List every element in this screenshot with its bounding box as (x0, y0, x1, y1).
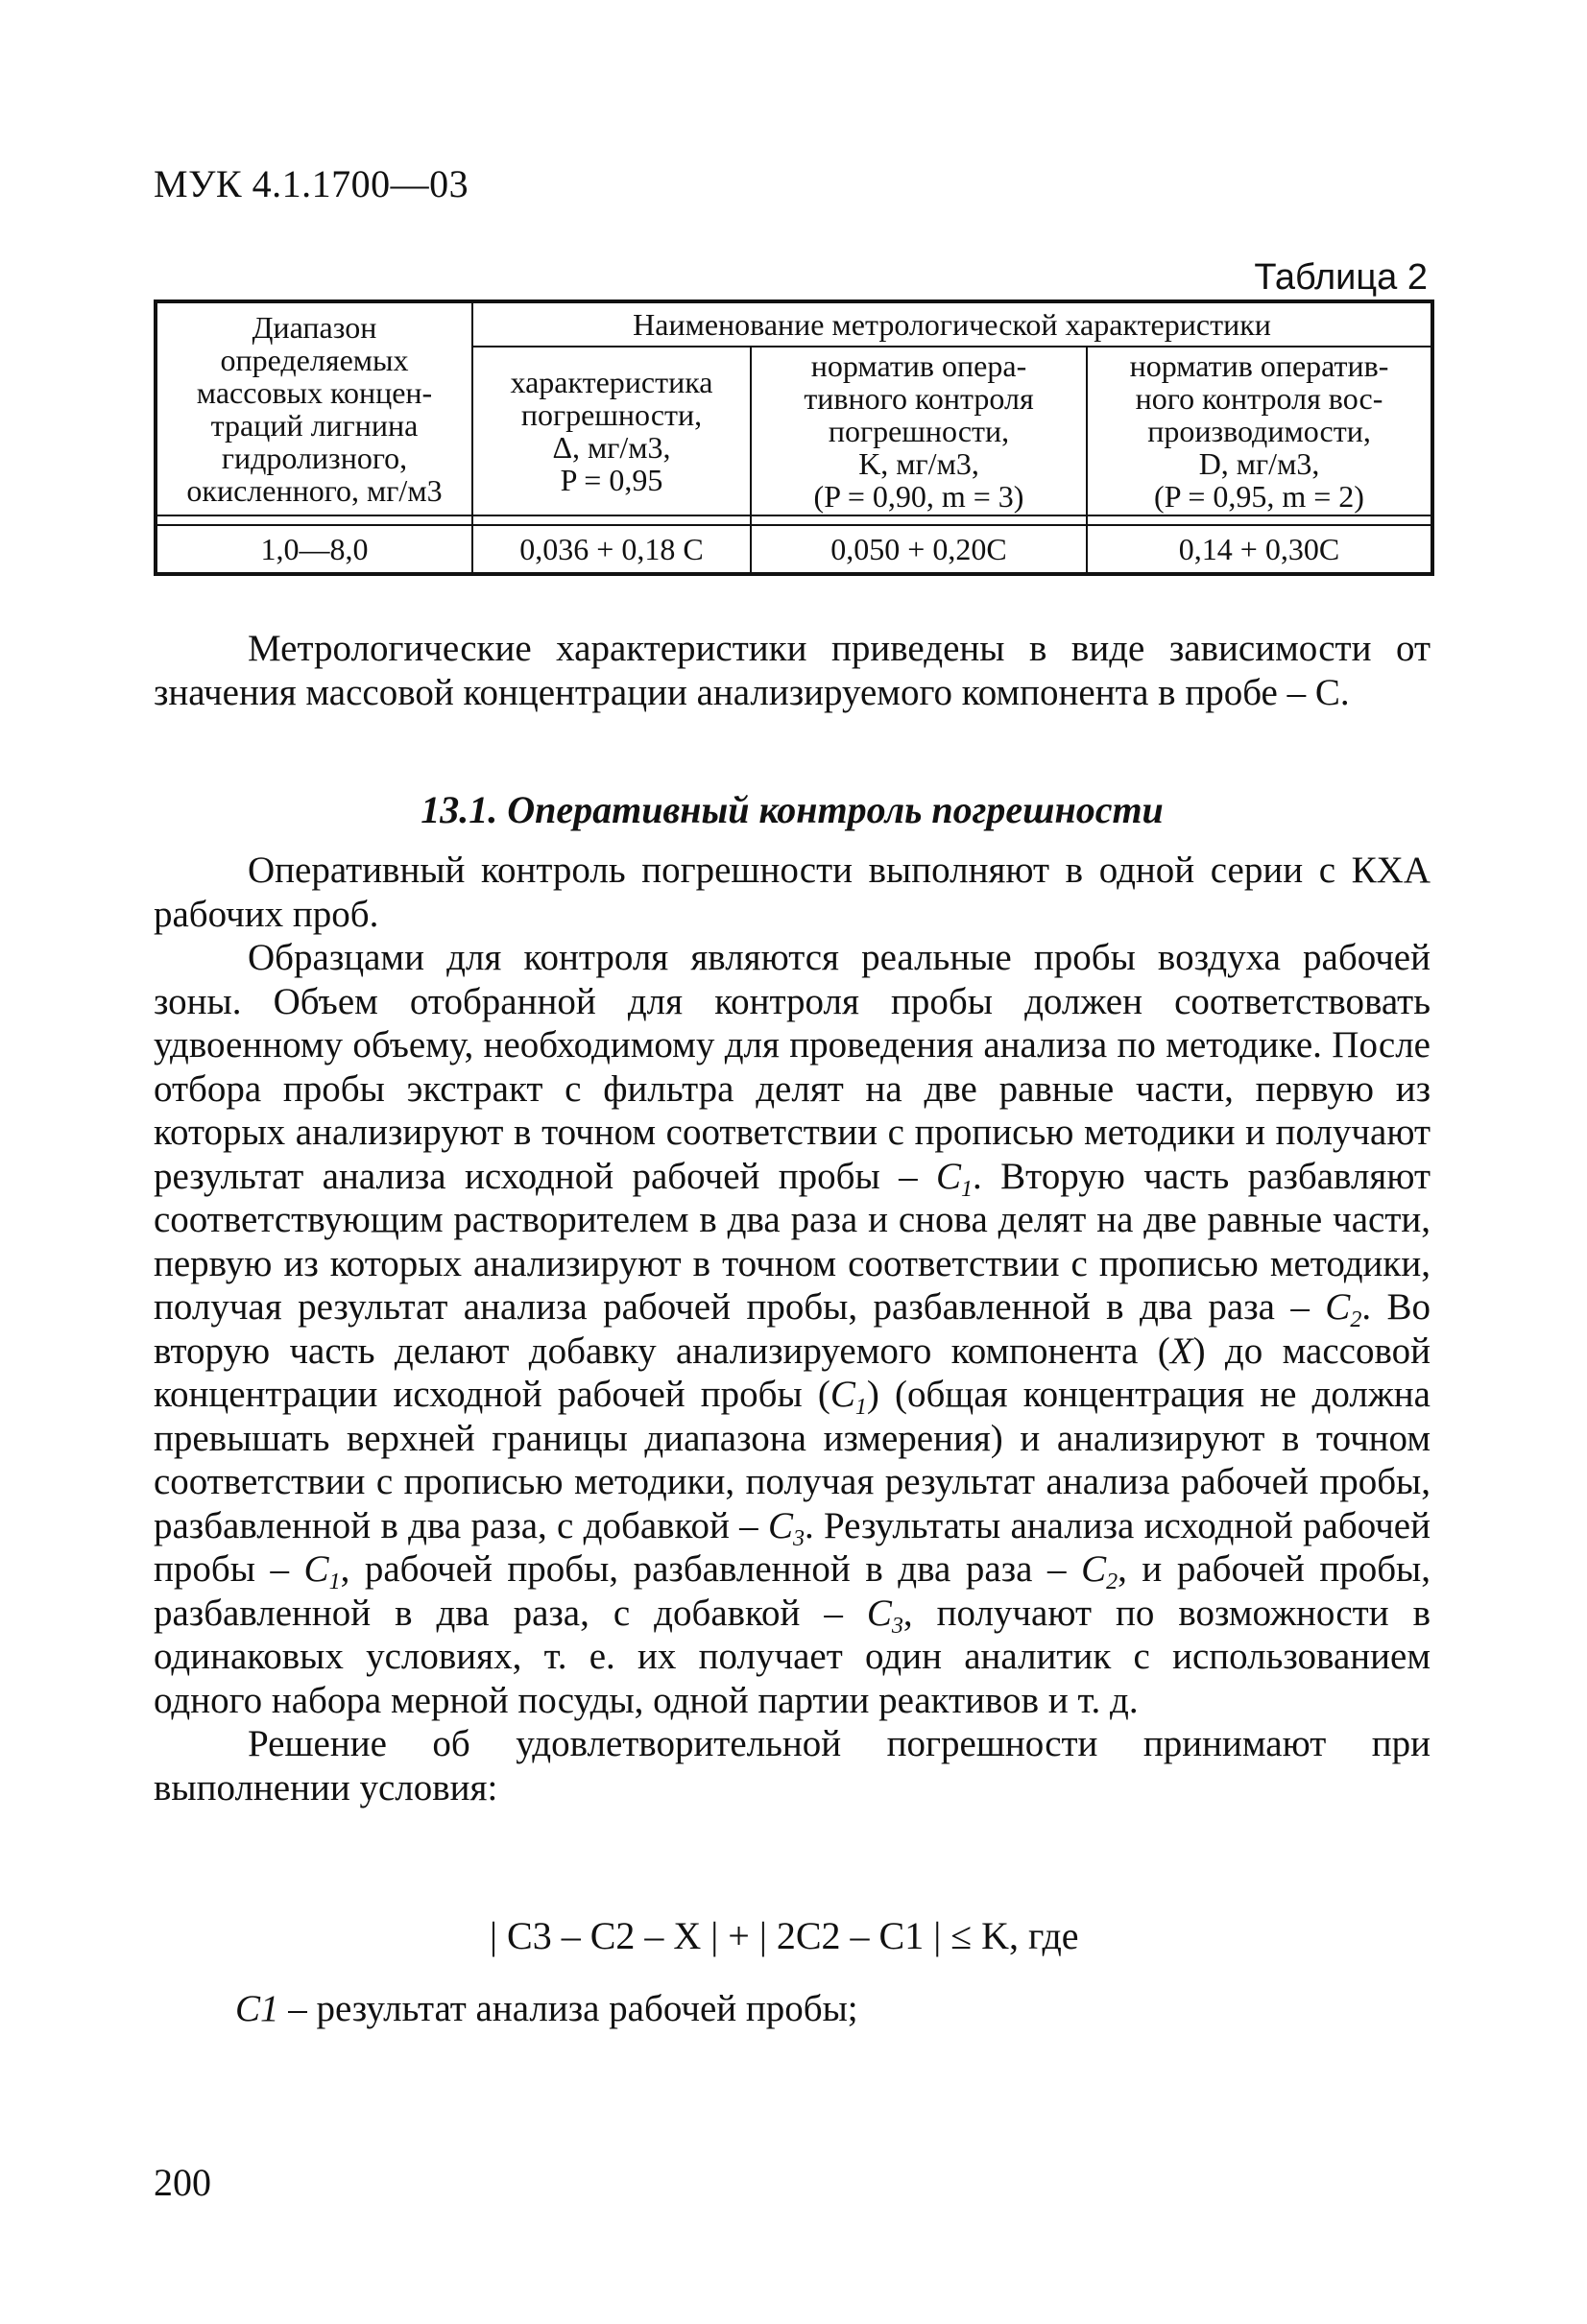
formula-right: | 2C2 – C1 | (758, 1914, 942, 1957)
paragraph-3: Решение об удовлетворительной погрешности принимают при выполнении условия: (154, 1723, 1431, 1809)
k-header-cell: норматив опера- тивного контроля погрешности, K, мг/м3, (P = 0,90, m = 3) (751, 347, 1087, 515)
d-header-cell: норматив оператив- ного контроля вос- производимости, D, мг/м3, (P = 0,95, m = 2) (1087, 347, 1432, 515)
d-cell: 0,14 + 0,30C (1087, 525, 1432, 574)
table-caption: Таблица 2 (1254, 257, 1428, 298)
formula-left: | C3 – C2 – X | (490, 1914, 719, 1957)
delta-header-cell: характеристика погрешности, Δ, мг/м3, P = 0,95 (472, 347, 751, 515)
paragraph-2: Образцами для контроля являются реальные пробы воздуха рабочей зоны. Объем отобранной для контроля пробы должен соответствовать удвоенному объему, необходимому для проведения анализа по методике. После отбора пробы экстракт с фильтра делят на две равные части, первую из которых анализируют в точном соответствии с прописью методики и получают результат анализа исходной рабочей пробы – $C_1$. Вторую часть разбавляют соответствующим растворителем в два раза и снова делят на две равные части, первую из которых анализируют в точном соответствии с прописью методики, получая результат анализа рабочей пробы, разбавленной в два раза – $C_2$. Во вторую часть делают добавку анализируемого компонента (X) до массовой концентрации исходной рабочей пробы $(C_1)$ (общая концентрация не должна превышать верхней границы диапазона измерения) и анализируют в точном соответствии с прописью методики, получая результат анализа рабочей пробы, разбавленной в два раза, с добавкой – $C_3$. Результаты анализа исходной рабочей пробы – $C_1$, рабочей пробы, разбавленной в два раза – $C_2$, и рабочей пробы, разбавленной в два раза, с добавкой – $C_3$, получают по возможности в одинаковых условиях, т. е. их получает один аналитик с использованием одного набора мерной посуды, одной партии реактивов и т. д. (154, 937, 1431, 1721)
paragraph-1: Оперативный контроль погрешности выполняют в одной серии с КХА рабочих проб. (154, 850, 1431, 935)
page-number: 200 (154, 2161, 211, 2204)
document-code: МУК 4.1.1700—03 (154, 162, 469, 205)
body-paragraphs (154, 849, 1431, 1809)
section-title: 13.1. Оперативный контроль погрешности (421, 788, 1164, 831)
formula-relation: ≤ K, где (950, 1914, 1079, 1957)
table-header-row (156, 301, 1432, 347)
metrology-table (154, 299, 1434, 576)
group-header-cell: Наименование метрологической характеристики (472, 301, 1432, 347)
formula-plus: + (728, 1914, 750, 1957)
range-header-cell: Диапазон определяемых массовых концен- траций лигнина гидролизного, окисленного, мг/м3 (156, 301, 472, 515)
range-cell: 1,0—8,0 (156, 525, 472, 574)
table-row (156, 525, 1432, 574)
definition-c1: C1 – результат анализа рабочей пробы; (235, 1988, 858, 2029)
delta-cell: 0,036 + 0,18 C (472, 525, 751, 574)
acceptance-formula (490, 1913, 1079, 1958)
intro-paragraph: Метрологические характеристики приведены в виде зависимости от значения массовой концентрации анализируемого компонента в пробе – C. (154, 628, 1431, 713)
k-cell: 0,050 + 0,20C (751, 525, 1087, 574)
table-separator (156, 515, 1432, 525)
